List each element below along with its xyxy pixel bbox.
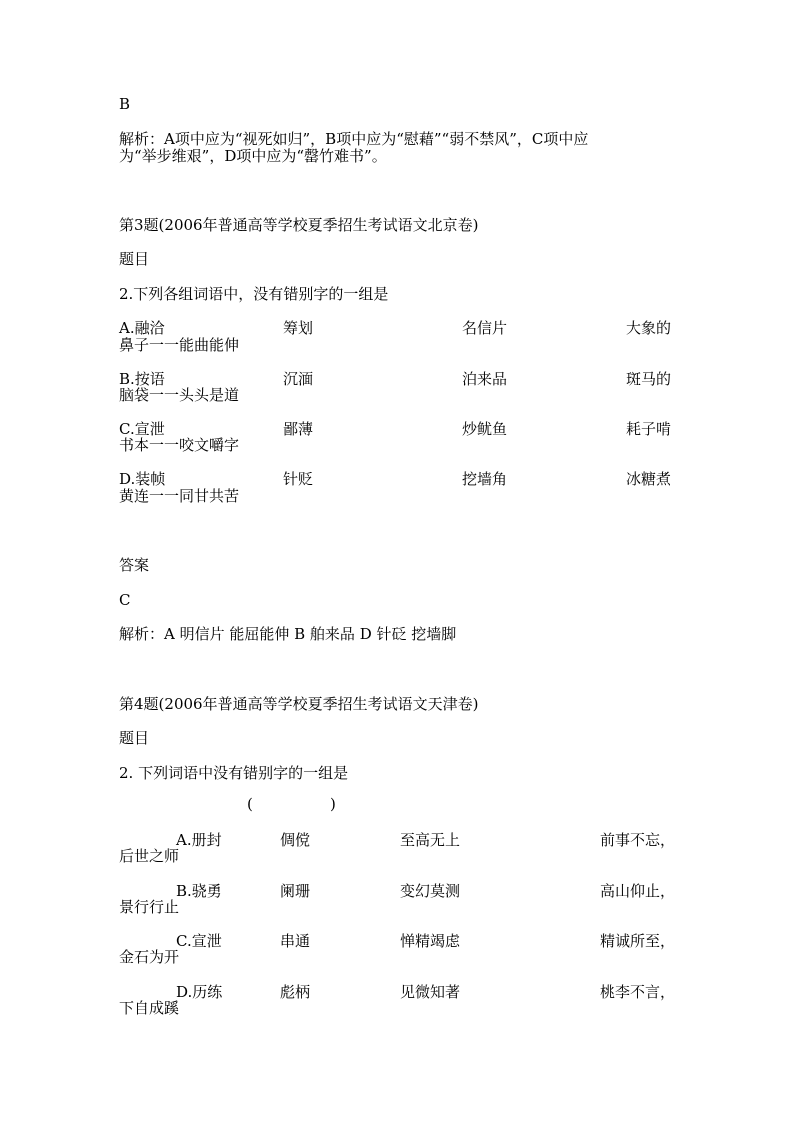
q3-option-d-word4: 冰糖煮 bbox=[626, 470, 672, 488]
q3-option-a-word2: 筹划 bbox=[283, 319, 314, 337]
q4-option-d-word4: 桃李不言， bbox=[600, 983, 676, 1001]
q4-option-d-word3: 见微知著 bbox=[400, 983, 461, 1001]
q4-option-a-word3: 至高无上 bbox=[400, 831, 461, 849]
q2-explanation-line2: 为“举步维艰”，D项中应为“罄竹难书”。 bbox=[119, 147, 387, 165]
q4-option-a-word2: 倜傥 bbox=[280, 831, 311, 849]
q3-option-b-word3: 泊来品 bbox=[462, 370, 508, 388]
q3-option-d-word3: 挖墙角 bbox=[462, 470, 508, 488]
q4-option-b-word4: 高山仰止， bbox=[600, 882, 676, 900]
q3-option-a-word4: 大象的 bbox=[626, 319, 672, 337]
q4-option-b-continuation: 景行行止 bbox=[119, 898, 180, 916]
q3-option-b-continuation: 脑袋一一头头是道 bbox=[119, 386, 240, 404]
q3-answer-letter: C bbox=[119, 591, 131, 609]
q3-explanation: 解析：A 明信片 能屈能伸 B 舶来品 D 针砭 挖墙脚 bbox=[119, 625, 457, 643]
q2-answer-letter: B bbox=[119, 95, 131, 113]
q4-bracket-close: ) bbox=[330, 795, 336, 813]
q3-option-b-word1: B.按语 bbox=[119, 370, 165, 388]
q3-option-c-word2: 鄙薄 bbox=[283, 420, 314, 438]
q4-option-c-word3: 惮精竭虑 bbox=[400, 932, 461, 950]
q3-header: 第3题(2006年普通高等学校夏季招生考试语文北京卷) bbox=[119, 216, 479, 234]
q4-option-d-continuation: 下自成蹊 bbox=[119, 999, 180, 1017]
q3-option-a-continuation: 鼻子一一能曲能伸 bbox=[119, 336, 240, 354]
q3-section-label: 题目 bbox=[119, 250, 150, 268]
q4-option-c-word2: 串通 bbox=[280, 932, 311, 950]
q4-option-b-word1: B.骁勇 bbox=[176, 882, 222, 900]
q4-option-d-word2: 彪柄 bbox=[280, 983, 311, 1001]
q3-stem: 2.下列各组词语中，没有错别字的一组是 bbox=[119, 285, 389, 303]
q4-option-c-continuation: 金石为开 bbox=[119, 948, 180, 966]
q3-option-d-word2: 针贬 bbox=[283, 470, 314, 488]
q3-option-a-word1: A.融洽 bbox=[119, 319, 165, 337]
q3-answer-label: 答案 bbox=[119, 556, 150, 574]
q4-option-c-word1: C.宣泄 bbox=[176, 932, 222, 950]
q3-option-c-word4: 耗子啃 bbox=[626, 420, 672, 438]
q4-section-label: 题目 bbox=[119, 729, 150, 747]
q3-option-b-word2: 沉湎 bbox=[283, 370, 314, 388]
q2-explanation-line1: 解析：A项中应为“视死如归”，B项中应为“慰藉”“弱不禁风”，C项中应 bbox=[119, 130, 589, 148]
q3-option-d-continuation: 黄连一一同甘共苦 bbox=[119, 487, 240, 505]
q4-option-a-word4: 前事不忘， bbox=[600, 831, 676, 849]
q4-option-c-word4: 精诚所至， bbox=[600, 932, 676, 950]
q4-option-b-word2: 阑珊 bbox=[280, 882, 311, 900]
q4-stem: 2. 下列词语中没有错别字的一组是 bbox=[119, 764, 349, 782]
q4-option-a-continuation: 后世之师 bbox=[119, 847, 180, 865]
q4-header: 第4题(2006年普通高等学校夏季招生考试语文天津卷) bbox=[119, 695, 479, 713]
q3-option-b-word4: 斑马的 bbox=[626, 370, 672, 388]
q4-option-a-word1: A.册封 bbox=[176, 831, 222, 849]
q3-option-c-word1: C.宣泄 bbox=[119, 420, 165, 438]
q3-option-a-word3: 名信片 bbox=[462, 319, 508, 337]
q3-option-d-word1: D.装帧 bbox=[119, 470, 166, 488]
q4-option-d-word1: D.历练 bbox=[176, 983, 223, 1001]
q3-option-c-continuation: 书本一一咬文嚼字 bbox=[119, 436, 240, 454]
q3-option-c-word3: 炒鱿鱼 bbox=[462, 420, 508, 438]
q4-bracket-open: ( bbox=[247, 795, 253, 813]
q4-option-b-word3: 变幻莫测 bbox=[400, 882, 461, 900]
